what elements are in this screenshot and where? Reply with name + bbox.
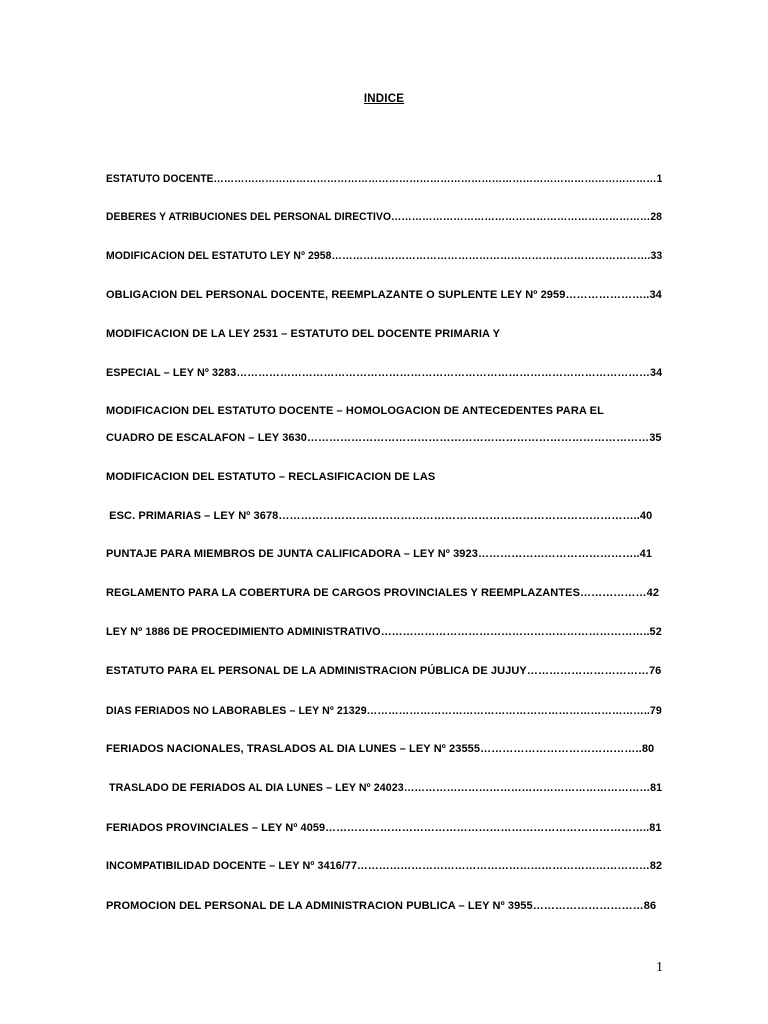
- index-entry-estatuto-admin-publica: ESTATUTO PARA EL PERSONAL DE LA ADMINISTRACION PÚBLICA DE JUJUY……………………………76: [106, 665, 662, 677]
- index-entry-homologacion-line1: MODIFICACION DEL ESTATUTO DOCENTE – HOMOLOGACION DE ANTECEDENTES PARA EL: [106, 405, 604, 417]
- index-entry-ley-1886: LEY Nº 1886 DE PROCEDIMIENTO ADMINISTRATIVO………………………………………………………………..52: [106, 626, 662, 638]
- index-entry-reclasificacion-line1: MODIFICACION DEL ESTATUTO – RECLASIFICACION DE LAS: [106, 471, 436, 483]
- index-entry-ley-2959: OBLIGACION DEL PERSONAL DOCENTE, REEMPLAZANTE O SUPLENTE LEY Nº 2959…………………..34: [106, 289, 662, 301]
- index-entry-ley-3955: PROMOCION DEL PERSONAL DE LA ADMINISTRACION PUBLICA – LEY Nº 3955…………………………86: [106, 900, 657, 912]
- index-entry-reglamento-cobertura: REGLAMENTO PARA LA COBERTURA DE CARGOS PROVINCIALES Y REEMPLAZANTES………………42: [106, 587, 660, 599]
- index-entry-ley-21329: DIAS FERIADOS NO LABORABLES – LEY Nº 21329……………………………………………………………………..79: [106, 705, 662, 717]
- index-entry-ley-24023: TRASLADO DE FERIADOS AL DIA LUNES – LEY Nº 24023……………………………………………………………81: [106, 782, 663, 794]
- index-entry-ley-4059: FERIADOS PROVINCIALES – LEY Nº 4059……………………………………………………………………………..81: [106, 822, 662, 834]
- page-number: 1: [656, 960, 663, 975]
- index-entry-ley-3283: ESPECIAL – LEY Nº 3283……………………………………………………………………………………………………34: [106, 367, 663, 379]
- index-entry-ley-2531-line1: MODIFICACION DE LA LEY 2531 – ESTATUTO DEL DOCENTE PRIMARIA Y: [106, 328, 501, 340]
- index-entry-ley-3416: INCOMPATIBILIDAD DOCENTE – LEY Nº 3416/77………………………………………………………………………82: [106, 860, 663, 872]
- index-entry-ley-23555: FERIADOS NACIONALES, TRASLADOS AL DIA LUNES – LEY Nº 23555……………………………………..80: [106, 743, 655, 755]
- index-entry-deberes-atribuciones: DEBERES Y ATRIBUCIONES DEL PERSONAL DIRECTIVO…………………………………………………………………28: [106, 211, 662, 223]
- index-entry-ley-3630: CUADRO DE ESCALAFON – LEY 3630…………………………………………………………………………………35: [106, 432, 662, 444]
- index-entry-estatuto-docente: ESTATUTO DOCENTE…………………………………………………………………………………………………………………1: [106, 173, 663, 185]
- index-title: INDICE: [363, 93, 405, 105]
- index-entry-ley-3923: PUNTAJE PARA MIEMBROS DE JUNTA CALIFICADORA – LEY Nº 3923……………………………………..41: [106, 548, 653, 560]
- index-entry-ley-3678: ESC. PRIMARIAS – LEY Nº 3678……………………………………………………………………………………..40: [106, 510, 653, 522]
- index-entry-ley-2958: MODIFICACION DEL ESTATUTO LEY Nº 2958……………………………………………………………………………….33: [106, 250, 663, 262]
